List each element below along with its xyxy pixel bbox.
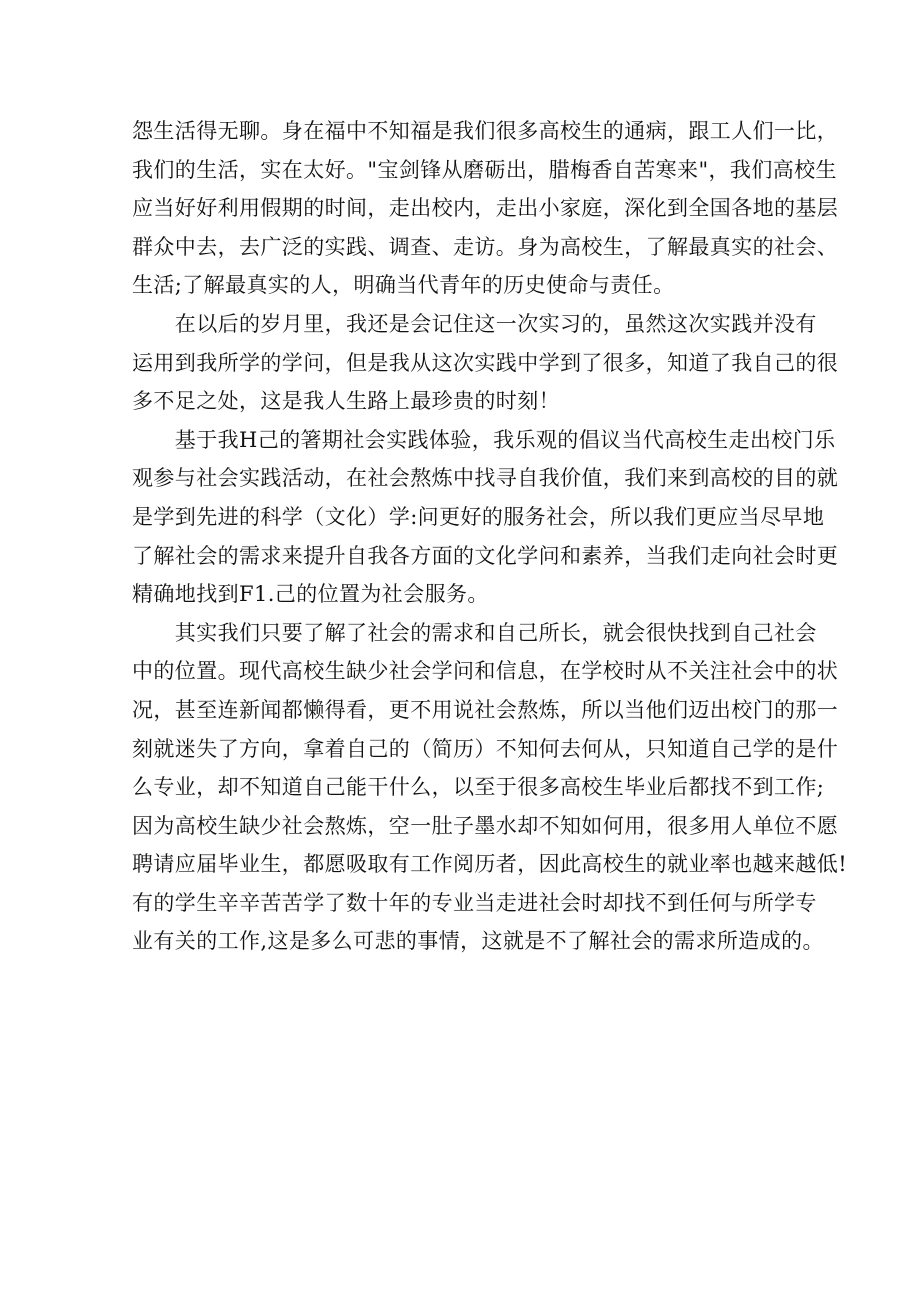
text-line: 聘请应届毕业生，都愿吸取有工作阅历者，因此高校生的就业率也越来越低! xyxy=(132,852,848,877)
text-line: 么专业，却不知道自己能干什么，以至于很多高校生毕业后都找不到工作; xyxy=(132,775,825,800)
text-line: 多不足之处，这是我人生路上最珍贵的时刻！ xyxy=(132,389,560,414)
text-line: 况，甚至连新闻都懒得看，更不用说社会熬炼，所以当他们迈出校门的那一 xyxy=(132,697,839,722)
text-line: 我们的生活，实在太好。"宝剑锋从磨砺出，腊梅香自苦寒来"，我们高校生 xyxy=(132,157,837,182)
paragraph-4 xyxy=(132,614,848,961)
text-line: 其实我们只要了解了社会的需求和自己所长，就会很快找到自己社会 xyxy=(132,620,817,645)
text-line: 刻就迷失了方向，拿着自己的（简历）不知何去何从，只知道自己学的是什 xyxy=(132,736,839,761)
text-line: 在以后的岁月里，我还是会记住这一次实习的，虽然这次实践并没有 xyxy=(132,311,817,336)
text-line: 精确地找到F1.己的位置为社会服务。 xyxy=(132,582,489,607)
text-line: 因为高校生缺少社会熬炼，空一肚子墨水却不知如何用，很多用人单位不愿 xyxy=(132,813,839,838)
text-line: 业有关的工作,这是多么可悲的事情，这就是不了解社会的需求所造成的。 xyxy=(132,929,824,954)
paragraph-3 xyxy=(132,421,839,614)
text-line: 是学到先进的科学（文化）学:问更好的服务社会，所以我们更应当尽早地 xyxy=(132,504,825,529)
text-line: 了解社会的需求来提升自我各方面的文化学问和素养，当我们走向社会时更 xyxy=(132,543,839,568)
text-line: 怨生活得无聊。身在福中不知福是我们很多高校生的通病，跟工人们一比， xyxy=(132,119,839,143)
text-line: 应当好好利用假期的时间，走出校内，走出小家庭，深化到全国各地的基层 xyxy=(132,196,839,221)
text-line: 中的位置。现代高校生缺少社会学问和信息，在学校时从不关注社会中的状 xyxy=(132,659,839,684)
text-line: 基于我H己的箸期社会实践体验，我乐观的倡议当代高校生走出校门乐 xyxy=(132,427,836,452)
text-line: 群众中去，去广泛的实践、调查、走访。身为高校生，了解最真实的社会、 xyxy=(132,234,839,259)
text-line: 有的学生辛辛苦苦学了数十年的专业当走进社会时却找不到任何与所学专 xyxy=(132,890,817,915)
text-line: 生活;了解最真实的人，明确当代青年的历史使命与责任。 xyxy=(132,273,675,298)
text-line: 观参与社会实践活动，在社会熬炼中找寻自我价值，我们来到高校的目的就 xyxy=(132,466,839,491)
paragraph-1 xyxy=(132,112,839,305)
text-line: 运用到我所学的学问，但是我从这次实践中学到了很多，知道了我自己的很 xyxy=(132,350,839,375)
document-page xyxy=(132,112,848,961)
paragraph-2 xyxy=(132,305,839,421)
